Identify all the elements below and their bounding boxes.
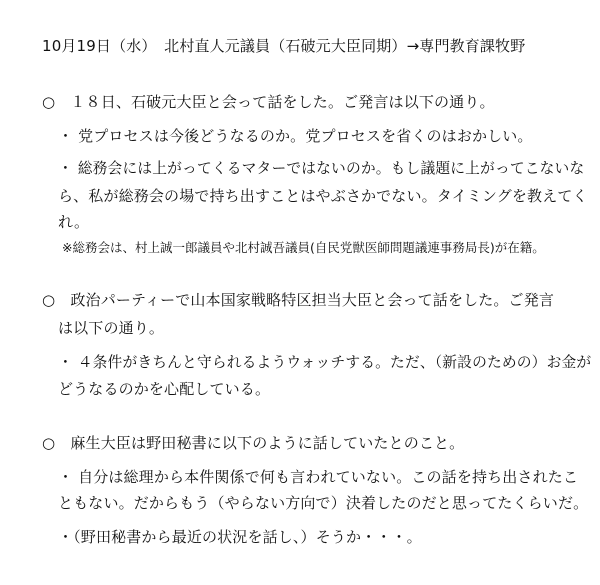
section-1-line-2: ・ 総務会には上がってくるマターではないのか。もし議題に上がってこないな xyxy=(58,160,585,177)
section-1-line-4: れ。 xyxy=(58,213,90,231)
section-1-note: ※総務会は、村上誠一郎議員や北村誠吾議員(自民党獣医師問題議連事務局長)が在籍。 xyxy=(62,240,545,255)
document-header: 10月19日（水） 北村直人元議員（石破元大臣同期）→専門教育課牧野 xyxy=(42,37,526,55)
section-2-line-1: は以下の通り。 xyxy=(58,319,165,337)
section-1-line-3: ら、私が総務会の場で持ち出すことはやぶさかでない。タイミングを教えてく xyxy=(58,187,588,205)
section-2-heading: ○ 政治パーティーで山本国家戦略特区担当大臣と会って話をした。ご発言 xyxy=(42,291,554,309)
section-1-heading: ○ １８日、石破元大臣と会って話をした。ご発言は以下の通り。 xyxy=(42,93,495,111)
section-3-heading: ○ 麻生大臣は野田秘書に以下のように話していたとのこと。 xyxy=(42,434,465,452)
section-3-line-1: ・ 自分は総理から本件関係で何も言われていない。この話を持ち出されたこ xyxy=(58,468,579,486)
section-1-line-1: ・ 党プロセスは今後どうなるのか。党プロセスを省くのはおかしい。 xyxy=(58,127,533,145)
section-3-line-3: ・（野田秘書から最近の状況を話し、）そうか・・・。 xyxy=(58,528,422,546)
section-3-line-2: ともない。だからもう（やらない方向で）決着したのだと思ってたくらいだ。 xyxy=(58,494,589,512)
section-2-line-3: どうなるのかを心配している。 xyxy=(58,380,271,398)
section-2-line-2: ・ ４条件がきちんと守られるようウォッチする。ただ、（新設のための）お金が xyxy=(58,354,592,371)
